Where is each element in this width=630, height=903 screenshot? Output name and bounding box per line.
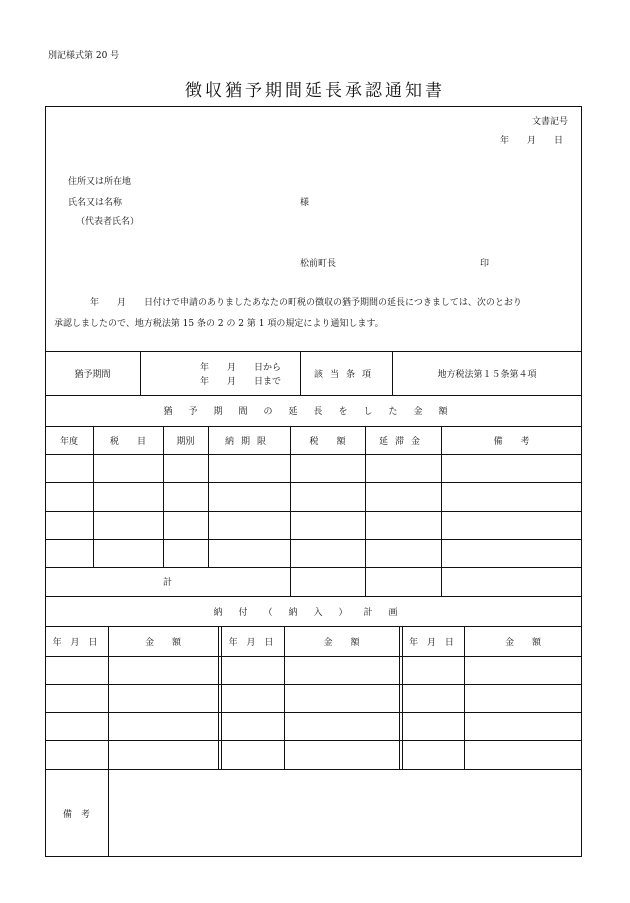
amount-table-title: 猶予期間の延長をした金額 — [163, 407, 464, 417]
plan-header-amount-3: 金 額 — [504, 637, 541, 648]
divider — [45, 511, 582, 512]
page-title: 徴収猶予期間延長承認通知書 — [185, 81, 445, 101]
body-text-line1: 年 月 日付けで申請のありましたあなたの町税の徴収の猶予期間の延長につきましては、次のとおり — [90, 298, 522, 308]
grace-period-label: 猶予期間 — [74, 369, 111, 380]
header-tax-item: 税 目 — [109, 436, 146, 447]
divider — [45, 454, 582, 455]
plan-header-date-3: 年 月 日 — [409, 637, 457, 648]
remarks-label: 備 考 — [62, 809, 90, 820]
honorific: 様 — [300, 198, 310, 208]
grace-from: 年 月 日から — [200, 363, 282, 373]
header-due-date: 納期限 — [224, 436, 273, 447]
plan-header-date-2: 年 月 日 — [228, 637, 277, 648]
plan-header-amount-1: 金 額 — [144, 637, 181, 648]
divider — [399, 626, 400, 769]
address-label: 住所又は所在地 — [68, 177, 132, 187]
divider — [45, 769, 582, 770]
issuer-name: 松前町長 — [300, 259, 337, 269]
seal-mark: 印 — [480, 259, 490, 269]
header-tax-amount: 税 額 — [309, 436, 346, 447]
representative-label: （代表者氏名） — [76, 217, 140, 227]
total-label: 計 — [162, 578, 172, 588]
divider — [45, 539, 582, 540]
grace-to: 年 月 日まで — [200, 377, 282, 387]
divider — [45, 740, 582, 741]
plan-header-amount-2: 金 額 — [323, 637, 360, 648]
divider — [140, 351, 141, 395]
body-text-line2: 承認しましたので、地方税法第 15 条の 2 の 2 第 1 項の規定により通知します。 — [54, 319, 384, 329]
divider — [108, 626, 109, 857]
divider — [45, 684, 582, 685]
form-number: 別記様式第 20 号 — [48, 51, 120, 61]
plan-header-date-1: 年 月 日 — [52, 637, 101, 648]
clause-label: 該当条項 — [313, 369, 378, 380]
header-delinquency: 延滞金 — [378, 436, 427, 447]
header-period: 期別 — [176, 436, 195, 447]
issue-date-label: 年 月 日 — [500, 136, 564, 146]
clause-value: 地方税法第１５条第４項 — [437, 369, 537, 380]
divider — [45, 712, 582, 713]
divider — [45, 656, 582, 657]
header-remarks: 備 考 — [493, 436, 530, 447]
divider — [218, 626, 219, 769]
name-label: 氏名又は名称 — [68, 198, 123, 208]
payment-plan-title: 納付（納入）計画 — [213, 607, 414, 618]
header-year: 年度 — [59, 436, 78, 447]
doc-number-label: 文書記号 — [532, 117, 569, 127]
divider — [45, 482, 582, 483]
